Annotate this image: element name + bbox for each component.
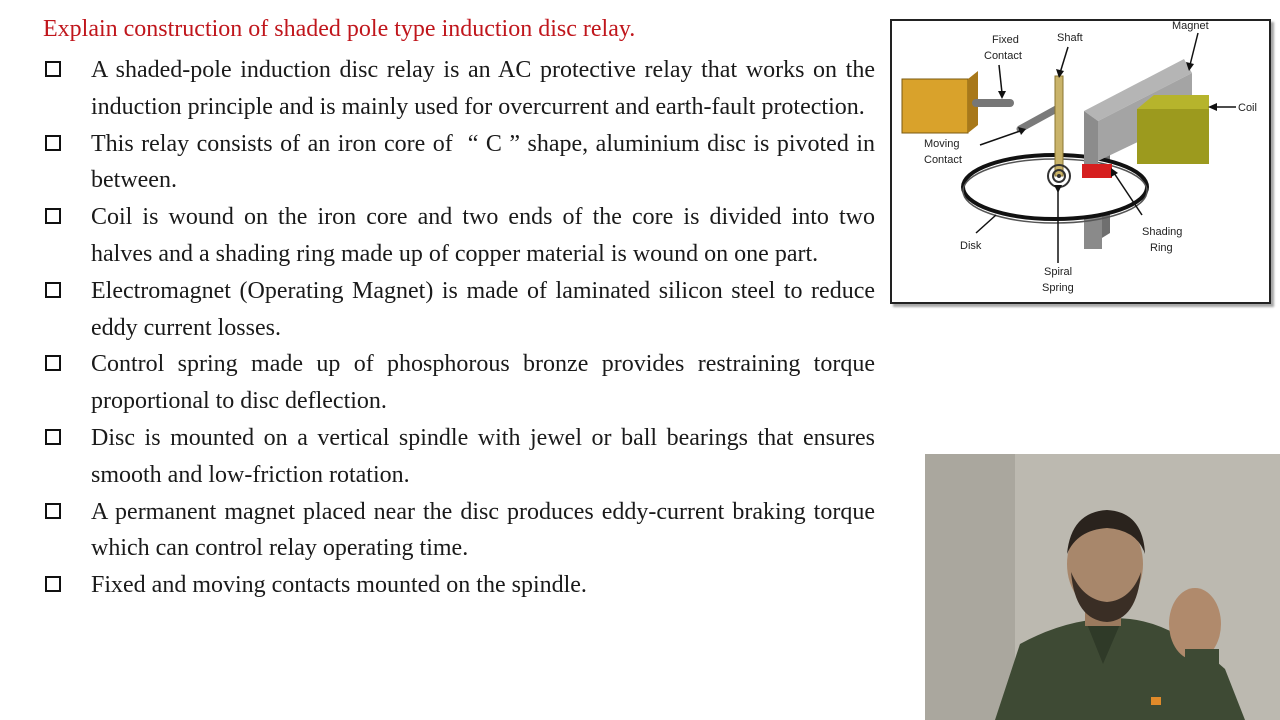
checkbox-bullet-icon — [45, 61, 61, 77]
iron-core-upright — [1084, 111, 1098, 171]
list-item — [43, 199, 875, 273]
checkbox-bullet-icon — [45, 208, 61, 224]
label-shading: Shading — [1142, 226, 1183, 238]
presenter-video-frame — [925, 454, 1280, 720]
arrow-coil — [1208, 103, 1217, 111]
bullet-text: This relay consists of an iron core of “ C ” shape, aluminium disc is pivoted in between. — [91, 130, 875, 194]
list-item — [43, 494, 875, 568]
bullet-text: Electromagnet (Operating Magnet) is made of laminated silicon steel to reduce eddy current losses. — [91, 277, 875, 341]
webcam-background-shadow — [925, 454, 1015, 720]
label-spiral: Spiral — [1044, 266, 1073, 278]
list-item — [43, 346, 875, 420]
list-item — [43, 420, 875, 494]
label-magnet: Magnet — [1172, 21, 1209, 32]
leader-moving-contact — [980, 131, 1020, 145]
leader-shaft — [1060, 47, 1068, 73]
list-item — [43, 52, 875, 126]
leader-magnet — [1190, 33, 1198, 65]
bullet-text: Fixed and moving contacts mounted on the spindle. — [91, 572, 587, 599]
bullet-text: Coil is wound on the iron core and two ends of the core is divided into two halves and a shading ring made up of copper material is wound on one part. — [91, 204, 875, 267]
shading-ring — [1082, 164, 1112, 178]
leader-disk — [976, 215, 996, 233]
list-item — [43, 273, 875, 347]
relay-diagram — [890, 19, 1271, 304]
presenter-webcam — [925, 454, 1280, 720]
bullet-text: A shaded-pole induction disc relay is an AC protective relay that works on the induction principle and is mainly used for overcurrent and earth-fault protection. — [91, 57, 875, 120]
relay-diagram-svg — [892, 21, 1269, 302]
label-disk: Disk — [960, 240, 982, 252]
slide-title: Explain construction of shaded pole type induction disc relay. — [43, 16, 636, 42]
fixed-contact-block — [902, 79, 968, 133]
bullet-text: Control spring made up of phosphorous bronze provides restraining torque proportional to disc deflection. — [91, 351, 875, 415]
label-ring: Ring — [1150, 242, 1173, 254]
leader-fixed-contact — [999, 65, 1002, 93]
bullet-text: A permanent magnet placed near the disc produces eddy-current braking torque which can control relay operating time. — [91, 498, 875, 562]
shaft — [1055, 76, 1063, 176]
presenter-forearm — [1185, 649, 1219, 719]
list-item — [43, 567, 875, 604]
bullet-text: Disc is mounted on a vertical spindle with jewel or ball bearings that ensures smooth and low-friction rotation. — [91, 424, 875, 488]
label-contact: Contact — [984, 50, 1022, 62]
checkbox-bullet-icon — [45, 135, 61, 151]
checkbox-bullet-icon — [45, 576, 61, 592]
label-moving: Moving — [924, 138, 960, 150]
checkbox-bullet-icon — [45, 429, 61, 445]
label-fixed: Fixed — [992, 34, 1019, 46]
checkbox-bullet-icon — [45, 355, 61, 371]
label-spring: Spring — [1042, 282, 1074, 294]
label-moving-contact: Contact — [924, 154, 962, 166]
label-shaft: Shaft — [1057, 32, 1083, 44]
bullet-list — [43, 52, 875, 604]
spiral-spring-center — [1057, 174, 1061, 178]
presenter-flag-pin — [1151, 697, 1161, 705]
checkbox-bullet-icon — [45, 282, 61, 298]
arrow-fixed-contact — [998, 91, 1006, 99]
list-item — [43, 126, 875, 200]
checkbox-bullet-icon — [45, 503, 61, 519]
label-coil: Coil — [1238, 102, 1257, 114]
coil — [1137, 109, 1209, 164]
moving-contact-arm — [1020, 107, 1060, 129]
